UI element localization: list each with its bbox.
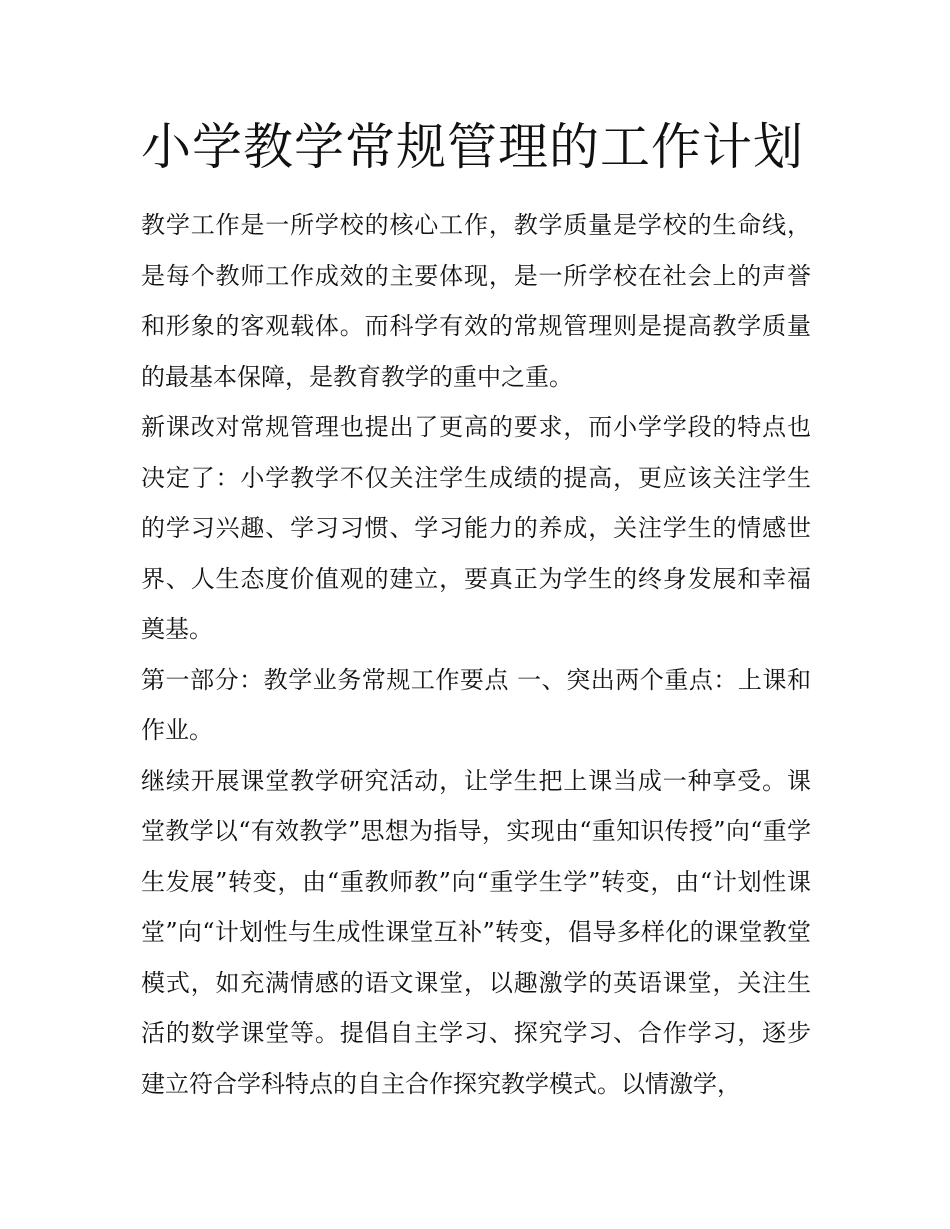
paragraph-intro: 教学工作是一所学校的核心工作，教学质量是学校的生命线，是每个教师工作成效的主要体现，是一所学校在社会上的声誉和形象的客观载体。而科学有效的常规管理则是提高教学质量的最基本保障，是教育教学的重中之重。: [141, 211, 811, 391]
paragraph-classroom-research: 继续开展课堂教学研究活动，让学生把上课当成一种享受。课堂教学以“有效教学”思想为指导，实现由“重知识传授”向“重学生发展”转变，由“重教师教”向“重学生学”转变，由“计划性课堂”向“计划性与生成性课堂互补”转变，倡导多样化的课堂教堂模式，如充满情感的语文课堂，以趣激学的英语课堂，关注生活的数学课堂等。提倡自主学习、探究学习、合作学习，逐步建立符合学科特点的自主合作探究教学模式。以情激学，: [141, 766, 811, 1098]
document-body: [141, 200, 811, 1109]
paragraph-part-one-heading: 第一部分：教学业务常规工作要点 一、突出两个重点：上课和作业。: [141, 665, 811, 744]
paragraph-new-curriculum: 新课改对常规管理也提出了更高的要求，而小学学段的特点也决定了：小学教学不仅关注学生成绩的提高，更应该关注学生的学习兴趣、学习习惯、学习能力的养成，关注学生的情感世界、人生态度价值观的建立，要真正为学生的终身发展和幸福奠基。: [141, 413, 811, 643]
document-title: 小学教学常规管理的工作计划: [141, 118, 804, 176]
